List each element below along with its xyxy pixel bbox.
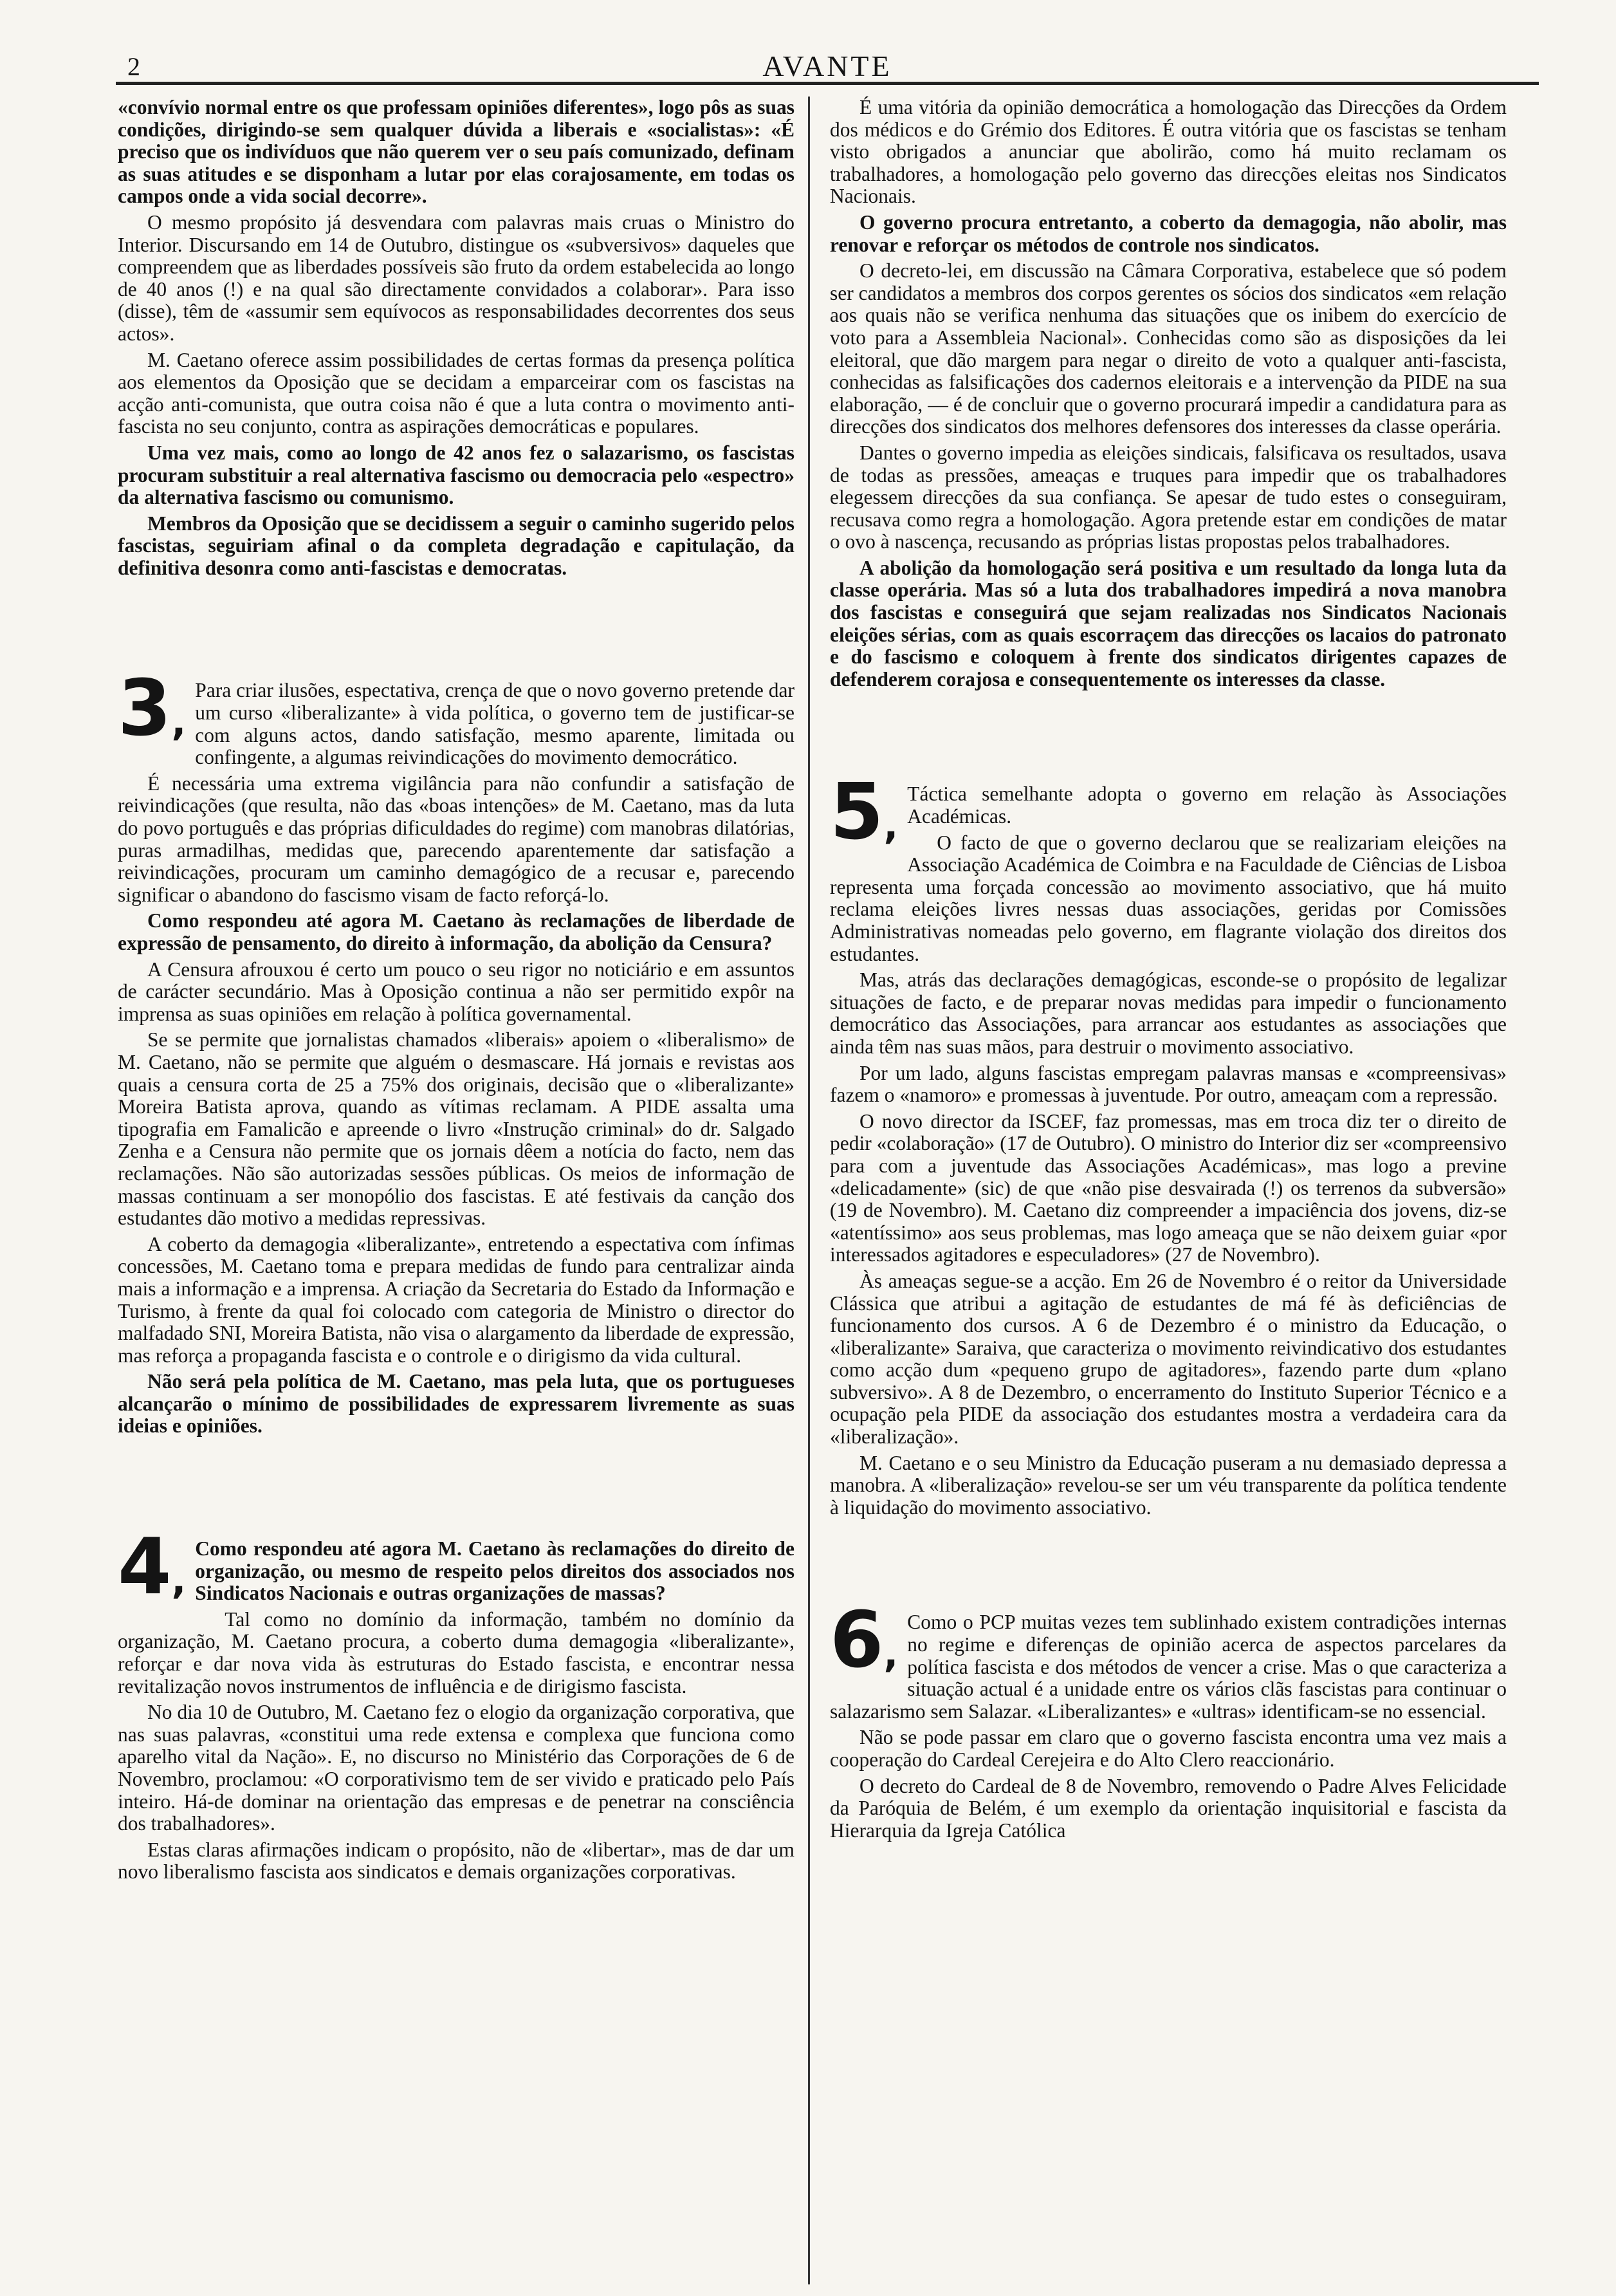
article-paragraph: A Censura afrouxou é certo um pouco o seu rigor no noticiário e em assuntos de carácter secundário. Mas à Oposição continua a não ser permitido expôr na imprensa as suas opiniões em relação à política governamental. bbox=[118, 958, 794, 1025]
section-3 bbox=[118, 664, 794, 1438]
masthead-title: AVANTE bbox=[762, 50, 892, 82]
article-paragraph: Membros da Oposição que se decidissem a seguir o caminho sugerido pelos fascistas, seguiriam afinal o da completa degradação e capitulação, da definitiva desonra como anti-fascistas e democratas. bbox=[118, 512, 795, 579]
page-number: 2 bbox=[127, 52, 140, 81]
right-column bbox=[830, 97, 1507, 1846]
article-paragraph: Se se permite que jornalistas chamados «liberais» apoiem o «liberalismo» de M. Caetano, não se permite que alguém o desmascare. Há jornais e revistas aos quais a censura corta de 25 a 75% dos originais, decisão que o «liberalizante» Moreira Batista aprova, quando as vítimas reclamam. A PIDE assalta uma tipografia em Famalicão e apreende o livro «Instrução criminal» do dr. Salgado Zenha e a Censura não permite que os jornais dêem a notícia do facto, nem das reclamações. Não são autorizadas sessões públicas. Os meios de informação de massas continuam a ser monopólio dos fascistas. E até festivais da canção dos estudantes dão motivo a medidas repressivas. bbox=[118, 1028, 794, 1230]
section-4 bbox=[118, 1523, 794, 1884]
article-paragraph: Não será pela política de M. Caetano, mas pela luta, que os portugueses alcançarão o mínimo de possibilidades de expressarem livremente as suas ideias e opiniões. bbox=[118, 1370, 794, 1438]
column-divider bbox=[808, 97, 810, 2284]
article-paragraph: É necessária uma extrema vigilância para não confundir a satisfação de reivindicações (que resulta, não das «boas intenções» de M. Caetano, mas da luta do povo português e das próprias dificuldades do regime) com manobras dilatórias, puras armadilhas, medidas que, parecendo aparentemente dar satisfação a reivindicações, procuram um caminho demagógico de a recusar e, parecendo significar o abandono do fascismo visam de facto reforçá-lo. bbox=[118, 772, 794, 906]
article-paragraph: Tal como no domínio da informação, também no domínio da organização, M. Caetano procura, a coberto duma demagogia «liberalizante», reforçar e dar nova vida às estruturas do Estado fascista, e encontrar nessa revitalização novos instrumentos de influência e de dirigismo fascista. bbox=[118, 1607, 794, 1698]
section-number: 4, bbox=[118, 1523, 187, 1613]
header-rule bbox=[116, 82, 1539, 85]
article-paragraph: A coberto da demagogia «liberalizante», entretendo a espectativa com ínfimas concessões, M. Caetano toma e prepara medidas de fundo para centralizar ainda mais a informação e a imprensa. A criação da Secretaria do Estado da Informação e Turismo, à frente da qual foi colocado com categoria de Ministro o director do malfadado SNI, Moreira Batista, não visa o alargamento da liberdade de expressão, mas reforça a propaganda fascista e o controle e o dirigismo da vida cultural. bbox=[118, 1232, 794, 1367]
article-paragraph: Como respondeu até agora M. Caetano às reclamações de liberdade de expressão de pensamento, do direito à informação, da abolição da Censura? bbox=[118, 909, 794, 954]
section-number: 5, bbox=[830, 768, 899, 858]
section-number: 3, bbox=[118, 664, 187, 754]
article-paragraph: O mesmo propósito já desvendara com palavras mais cruas o Ministro do Interior. Discursando em 14 de Outubro, distingue os «subversivos» daqueles que compreendem que as liberdades possíveis são fruto da ordem estabelecida ao longo de 40 anos (!) e na qual são directamente convidados a colaborar». Para isso (disse), têm de «assumir sem equívocos as responsabilidades decorrentes dos seus actos». bbox=[118, 210, 794, 345]
article-paragraph: Uma vez mais, como ao longo de 42 anos fez o salazarismo, os fascistas procuram substituir a real alternativa fascismo ou democracia pelo «espectro» da alternativa fascismo ou comunismo. bbox=[118, 441, 794, 509]
article-paragraph: Não se pode passar em claro que o governo fascista encontra uma vez mais a cooperação do Cardeal Cerejeira e do Alto Clero reaccionário. bbox=[830, 1726, 1507, 1771]
article-paragraph: Mas, atrás das declarações demagógicas, esconde-se o propósito de legalizar situações de facto, e de preparar novas medidas para impedir o funcionamento democrático das Associações, para arrancar aos estudantes as associações que ainda têm nas suas mãos, para destruir o movimento associativo. bbox=[830, 968, 1507, 1058]
left-column bbox=[118, 97, 794, 1887]
article-paragraph: O governo procura entretanto, a coberto da demagogia, não abolir, mas renovar e reforçar os métodos de controle nos sindicatos. bbox=[830, 210, 1507, 256]
article-paragraph: No dia 10 de Outubro, M. Caetano fez o elogio da organização corporativa, que nas suas palavras, «constitui uma rede extensa e complexa que funciona como aparelho vital da Nação». E, no discurso no Ministério das Corporações de 6 de Novembro, proclamou: «O corporativismo tem de ser vivido e praticado pelo País inteiro. Há-de dominar na orientação das empresas e de penetrar na consciência dos trabalhadores». bbox=[118, 1701, 794, 1835]
article-paragraph: O decreto do Cardeal de 8 de Novembro, removendo o Padre Alves Felicidade da Paróquia de Belém, é um exemplo da orientação inquisitorial e fascista da Hierarquia da Igreja Católica bbox=[830, 1774, 1507, 1842]
article-paragraph: «convívio normal entre os que professam opiniões diferentes», logo pôs as suas condições, dirigindo-se sem qualquer dúvida a liberais e «socialistas»: «É preciso que os indivíduos que não querem ver o seu país comunizado, definam as suas atitudes e se disponham a lutar por elas corajosamente, em todas os campos onde a vida social decorre». bbox=[118, 96, 794, 208]
article-paragraph: É uma vitória da opinião democrática a homologação das Direcções da Ordem dos médicos e do Grémio dos Editores. É outra vitória que os fascistas se tenham visto obrigados a anunciar que abolirão, como há muito reclamam os trabalhadores, a homologação pelo governo das direcções eleitas nos Sindicatos Nacionais. bbox=[830, 96, 1507, 208]
article-paragraph: O novo director da ISCEF, faz promessas, mas em troca diz ter o direito de pedir «colaboração» (17 de Outubro). O ministro do Interior diz ser «compreensivo para com a juventude das Associações Académicas», mas logo a previne «delicadamente» (sic) de que «não pise desvairada (!) os terrenos da subversão» (19 de Novembro). M. Caetano diz compreender a impaciência dos jovens, diz-se «atentíssimo» aos seus problemas, mas logo ameaça que se não deixem guiar «por interessados agitadores e especuladores» (27 de Novembro). bbox=[830, 1109, 1507, 1266]
article-paragraph: M. Caetano e o seu Ministro da Educação puseram a nu demasiado depressa a manobra. A «liberalização» revelou-se ser um véu transparente da política tendente à liquidação do movimento associativo. bbox=[830, 1451, 1507, 1519]
article-paragraph: O decreto-lei, em discussão na Câmara Corporativa, estabelece que só podem ser candidatos a membros dos corpos gerentes os sócios dos sindicatos «em relação aos quais não se verifica nenhuma das situações que os inibem do exercício de voto para a Assembleia Nacional». Conhecidas como são as disposições da lei eleitoral, que dão margem para negar o direito de voto a qualquer anti-fascista, conhecidas as falsificações dos cadernos eleitorais e a intervenção da PIDE na sua elaboração, — é de concluir que o governo procurará impedir a candidatura para as direcções dos sindicatos dos melhores defensores dos interesses da classe operária. bbox=[830, 259, 1507, 438]
section-6 bbox=[830, 1596, 1507, 1842]
section-5 bbox=[830, 768, 1507, 1519]
article-paragraph: Estas claras afirmações indicam o propósito, não de «libertar», mas de dar um novo liberalismo fascista aos sindicatos e demais organizações corporativas. bbox=[118, 1838, 794, 1884]
article-paragraph: Dantes o governo impedia as eleições sindicais, falsificava os resultados, usava de todas as pressões, ameaças e truques para impedir que os trabalhadores elegessem direcções da sua confiança. Se apesar de tudo estes o conseguiram, recusava como regra a homologação. Agora pretende estar em condições de matar o ovo à nascença, recusando as próprias listas propostas pelos trabalhadores. bbox=[830, 441, 1507, 553]
page-header bbox=[116, 45, 1539, 84]
article-paragraph: Táctica semelhante adopta o governo em relação às Associações Académicas. bbox=[907, 782, 1507, 828]
article-paragraph: Por um lado, alguns fascistas empregam palavras mansas e «compreensivas» fazem o «namoro» e promessas à juventude. Por outro, ameaçam com a repressão. bbox=[830, 1061, 1507, 1107]
article-paragraph: M. Caetano oferece assim possibilidades de certas formas da presença política aos elementos da Oposição que se decidam a emparceirar com os fascistas na acção anti-comunista, que outra coisa não é que a luta contra o movimento anti-fascista no seu conjunto, contra as aspirações democráticas e populares. bbox=[118, 348, 794, 438]
section-number: 6, bbox=[830, 1596, 899, 1686]
article-paragraph: Como o PCP muitas vezes tem sublinhado existem contradições internas no regime e diferenças de opinião acerca de aspectos parcelares da política fascista e dos métodos de vencer a crise. Mas o que caracteriza a situação actual é a unidade entre os vários clãs fascistas para continuar o salazarismo sem Salazar. «Liberalizantes» e «ultras» identificam-se no essencial. bbox=[830, 1611, 1507, 1723]
article-paragraph: Para criar ilusões, espectativa, crença de que o novo governo pretende dar um curso «liberalizante» à vida política, o governo tem de justificar-se com alguns actos, dando satisfação, mesmo aparente, limitada ou confingente, a algumas reivindicações do movimento democrático. bbox=[195, 679, 794, 769]
article-paragraph: O facto de que o governo declarou que se realizariam eleições na Associação Académica de Coimbra e na Faculdade de Ciências de Lisboa representa uma forçada concessão ao movimento associativo, que há muito reclama eleições livres nessas duas associações, geridas por Comissões Administrativas nomeadas pelo governo, em flagrante violação dos direitos dos estudantes. bbox=[830, 831, 1507, 965]
article-paragraph: Às ameaças segue-se a acção. Em 26 de Novembro é o reitor da Universidade Clássica que atribui a agitação de estudantes de má fé às deficiências de funcionamento dos cursos. A 6 de Dezembro é o ministro da Educação, o «liberalizante» Saraiva, que caracteriza o movimento reivindicativo dos estudantes como acção dum «pequeno grupo de agitadores», fazendo parte dum «plano subversivo». A 8 de Dezembro, o encerramento do Instituto Superior Técnico e a ocupação pela PIDE da associação dos estudantes mostra a verdadeira cara da «liberalização». bbox=[830, 1269, 1507, 1449]
article-paragraph: Como respondeu até agora M. Caetano às reclamações do direito de organização, ou mesmo de respeito pelos direitos dos associados nos Sindicatos Nacionais e outras organizações de massas? bbox=[195, 1537, 794, 1605]
article-paragraph: A abolição da homologação será positiva e um resultado da longa luta da classe operária. Mas só a luta dos trabalhadores impedirá a nova manobra dos fascistas e conseguirá que sejam realizadas nos Sindicatos Nacionais eleições sérias, com as quais escorraçem das direcções os lacaios do patronato e do fascismo e coloquem à frente dos sindicatos dirigentes capazes de defenderem corajosa e consequentemente os interesses da classe. bbox=[830, 556, 1507, 690]
